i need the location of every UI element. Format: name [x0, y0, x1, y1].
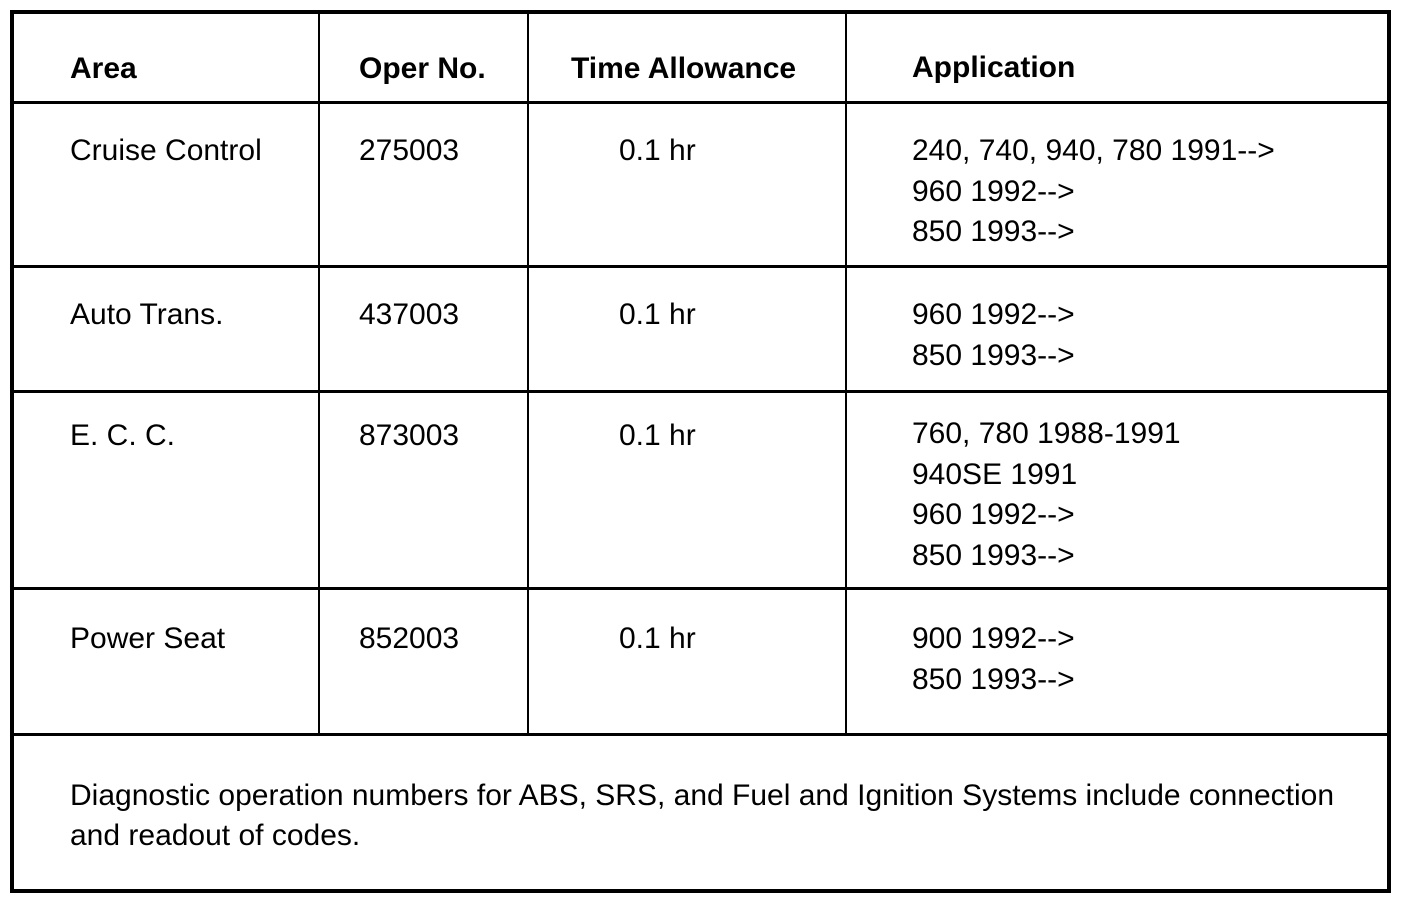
application-line: 850 1993-->	[912, 338, 1075, 372]
cell-application	[912, 131, 1275, 253]
cell-application	[912, 295, 1075, 376]
cell-area: Auto Trans.	[70, 298, 224, 331]
row-divider	[14, 101, 1387, 104]
application-line: 850 1993-->	[912, 662, 1075, 696]
header-area: Area	[70, 52, 137, 85]
column-divider	[845, 14, 847, 736]
cell-application	[912, 619, 1075, 700]
application-line: 760, 780 1988-1991	[912, 417, 1181, 450]
application-line: 960 1992-->	[912, 298, 1075, 331]
row-divider	[14, 265, 1387, 268]
row-divider	[14, 587, 1387, 590]
application-line: 850 1993-->	[912, 215, 1075, 248]
cell-application	[912, 414, 1181, 576]
cell-oper-no: 437003	[359, 298, 460, 331]
header-application: Application	[912, 51, 1076, 84]
cell-area: Power Seat	[70, 622, 226, 655]
footer-note: Diagnostic operation numbers for ABS, SRS, and Fuel and Ignition Systems include connection and readout of codes.	[70, 779, 1335, 852]
application-line: 900 1992-->	[912, 622, 1075, 655]
application-line: 960 1992-->	[912, 174, 1075, 208]
cell-oper-no: 873003	[359, 419, 460, 452]
cell-time: 0.1 hr	[619, 134, 696, 167]
cell-time: 0.1 hr	[619, 419, 696, 452]
operations-table	[10, 10, 1391, 893]
cell-area: E. C. C.	[70, 419, 176, 452]
cell-oper-no: 852003	[359, 622, 460, 655]
column-divider	[318, 14, 320, 736]
header-time-allowance: Time Allowance	[571, 52, 797, 85]
application-line: 240, 740, 940, 780 1991-->	[912, 134, 1275, 167]
cell-time: 0.1 hr	[619, 622, 696, 655]
cell-area: Cruise Control	[70, 134, 262, 167]
cell-time: 0.1 hr	[619, 298, 696, 331]
header-oper-no: Oper No.	[359, 52, 486, 85]
application-line: 960 1992-->	[912, 498, 1075, 531]
cell-oper-no: 275003	[359, 134, 460, 167]
row-divider	[14, 733, 1387, 736]
column-divider	[527, 14, 529, 736]
application-line: 940SE 1991	[912, 457, 1078, 491]
application-line: 850 1993-->	[912, 538, 1075, 572]
row-divider	[14, 390, 1387, 393]
